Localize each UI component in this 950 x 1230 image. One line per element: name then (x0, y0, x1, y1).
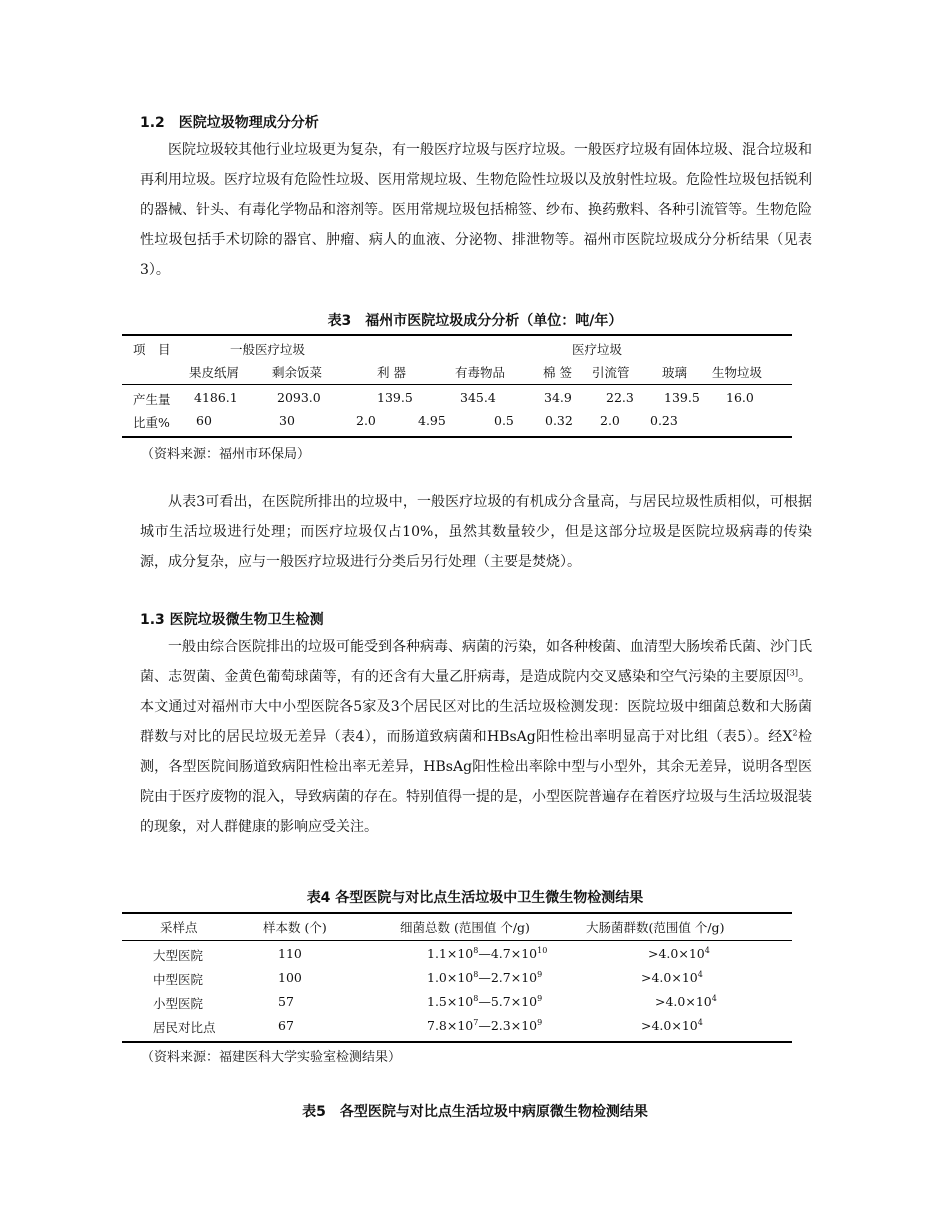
table3-cell: 345.4 (460, 390, 496, 405)
coliform-value: >4.0×10 (641, 1018, 698, 1033)
table3-cell: 4186.1 (194, 390, 238, 405)
table3-col-header: 玻璃 (662, 365, 688, 380)
table4-site: 中型医院 (153, 972, 204, 987)
coliform-value: >4.0×10 (641, 970, 698, 985)
exponent: 4 (711, 993, 717, 1003)
coliform-value: >4.0×10 (655, 994, 712, 1009)
table4-coliform (641, 1018, 703, 1033)
table3-top-rule (122, 334, 792, 336)
table4-header: 大肠菌群数(范围值 个/g) (586, 920, 725, 935)
table3-cell: 139.5 (664, 390, 700, 405)
section-1-2-paragraph: 医院垃圾较其他行业垃圾更为复杂，有一般医疗垃圾与医疗垃圾。一般医疗垃圾有固体垃圾、混合垃圾和再利用垃圾。医疗垃圾有危险性垃圾、医用常规垃圾、生物危险性垃圾以及放射性垃圾。危险性垃圾包括锐利的器械、针头、有毒化学物品和溶剂等。医用常规垃圾包括棉签、纱布、换药敷料、各种引流管等。生物危险性垃圾包括手术切除的器官、肿瘤、病人的血液、分泌物、排泄物等。福州市医院垃圾成分分析结果（见表3）。 (140, 142, 812, 278)
range-high: —4.7×10 (478, 946, 538, 961)
citation-ref: [3] (786, 668, 798, 678)
table4-sample-count: 57 (278, 994, 294, 1009)
table3-cell: 0.23 (650, 413, 678, 428)
table3-caption: 表3 福州市医院垃圾成分分析（单位：吨/年） (327, 313, 623, 329)
table4-bacteria-range (427, 946, 547, 961)
table3-row-label: 比重% (133, 415, 170, 430)
table3-header-item: 项 目 (133, 342, 171, 357)
paragraph-text: 一般由综合医院排出的垃圾可能受到各种病毒、病菌的污染，如各种梭菌、血清型大肠埃希氏菌、沙门氏菌、志贺菌、金黄色葡萄球菌等，有的还含有大量乙肝病毒，是造成院内交叉感染和空气污染的主要原因 (140, 639, 812, 685)
table4-header: 采样点 (160, 920, 198, 935)
exponent: 10 (537, 945, 548, 955)
exponent: 9 (537, 993, 543, 1003)
coliform-value: >4.0×10 (648, 946, 705, 961)
table3-bottom-rule (122, 436, 792, 438)
table4-sample-count: 110 (278, 946, 302, 961)
range-low: 1.1×10 (427, 946, 474, 961)
exponent: 8 (473, 969, 479, 979)
table4-bottom-rule (122, 1041, 792, 1043)
table3-group-general: 一般医疗垃圾 (230, 342, 306, 357)
table3-cell: 139.5 (377, 390, 413, 405)
analysis-paragraph: 从表3可看出，在医院所排出的垃圾中，一般医疗垃圾的有机成分含量高，与居民垃圾性质相似，可根据城市生活垃圾进行处理；而医疗垃圾仅占10%，虽然其数量较少，但是这部分垃圾是医院垃圾病毒的传染源，成分复杂，应与一般医疗垃圾进行分类后另行处理（主要是焚烧）。 (140, 494, 812, 570)
range-high: —2.3×10 (478, 1018, 538, 1033)
table4-bacteria-range (427, 1018, 542, 1033)
exponent: 8 (473, 993, 479, 1003)
table3-cell: 2093.0 (277, 390, 321, 405)
table4-source: （资料来源：福建医科大学实验室检测结果） (141, 1050, 402, 1065)
table3-cell: 2.0 (356, 413, 376, 428)
range-low: 1.0×10 (427, 970, 474, 985)
table4-mid-rule (122, 940, 792, 941)
exponent: 7 (473, 1017, 479, 1027)
table4-coliform (655, 994, 717, 1009)
table3-mid-rule (122, 384, 792, 385)
table3-cell: 30 (279, 413, 295, 428)
exponent: 4 (697, 969, 703, 979)
chi-square-exponent: 2 (792, 728, 798, 738)
table3-cell: 60 (196, 413, 212, 428)
table3-cell: 4.95 (418, 413, 446, 428)
table4-sample-count: 100 (278, 970, 302, 985)
table3-col-header: 剩余饭菜 (272, 365, 323, 380)
table4-sample-count: 67 (278, 1018, 294, 1033)
table4-bacteria-range (427, 994, 542, 1009)
table3-col-header: 棉 签 (543, 365, 572, 380)
table4-bacteria-range (427, 970, 542, 985)
table4-header: 样本数 (个) (263, 920, 327, 935)
table3-cell: 34.9 (544, 390, 572, 405)
section-heading-1-3: 1.3 医院垃圾微生物卫生检测 (140, 612, 324, 628)
range-low: 7.8×10 (427, 1018, 474, 1033)
table3-row-label: 产生量 (133, 392, 171, 407)
table4-caption: 表4 各型医院与对比点生活垃圾中卫生微生物检测结果 (306, 890, 644, 906)
paragraph-text: 检测，各型医院间肠道致病阳性检出率无差异，HBsAg阳性检出率除中型与小型外，其余无差异，说明各型医院由于医疗废物的混入，导致病菌的存在。特别值得一提的是，小型医院普遍存在着医疗垃圾与生活垃圾混装的现象，对人群健康的影响应受关注。 (140, 729, 812, 835)
paragraph-text: 。本文通过对福州市大中小型医院各5家及3个居民区对比的生活垃圾检测发现：医院垃圾中细菌总数和大肠菌群数与对比的居民垃圾无差异（表4），而肠道致病菌和HBsAg阳性检出率明显高于对比组（表5）。经X (140, 669, 813, 745)
exponent: 8 (473, 945, 479, 955)
exponent: 4 (704, 945, 710, 955)
table3-col-header: 利 器 (377, 365, 406, 380)
section-1-3-paragraph (140, 632, 812, 842)
range-low: 1.5×10 (427, 994, 474, 1009)
table4-header: 细菌总数 (范围值 个/g) (400, 920, 530, 935)
table3-group-medical: 医疗垃圾 (572, 342, 623, 357)
exponent: 9 (537, 1017, 543, 1027)
table3-cell: 0.5 (494, 413, 514, 428)
table3-col-header: 有毒物品 (455, 365, 506, 380)
range-high: —5.7×10 (478, 994, 538, 1009)
table3-cell: 0.32 (545, 413, 573, 428)
table3-cell: 22.3 (606, 390, 634, 405)
table3-cell: 2.0 (600, 413, 620, 428)
table5-caption: 表5 各型医院与对比点生活垃圾中病原微生物检测结果 (302, 1104, 648, 1120)
range-high: —2.7×10 (478, 970, 538, 985)
exponent: 9 (537, 969, 543, 979)
table3-col-header: 果皮纸屑 (189, 365, 240, 380)
table4-site: 大型医院 (153, 948, 204, 963)
exponent: 4 (697, 1017, 703, 1027)
table3-cell: 16.0 (726, 390, 754, 405)
table3-col-header: 引流管 (592, 365, 630, 380)
table4-site: 小型医院 (153, 996, 204, 1011)
table4-top-rule (122, 912, 792, 914)
table3-source: （资料来源：福州市环保局） (141, 447, 311, 462)
table4-coliform (641, 970, 703, 985)
table4-coliform (648, 946, 710, 961)
table3-col-header: 生物垃圾 (712, 365, 763, 380)
section-heading-1-2: 1.2 医院垃圾物理成分分析 (140, 115, 319, 131)
table4-site: 居民对比点 (153, 1020, 216, 1035)
